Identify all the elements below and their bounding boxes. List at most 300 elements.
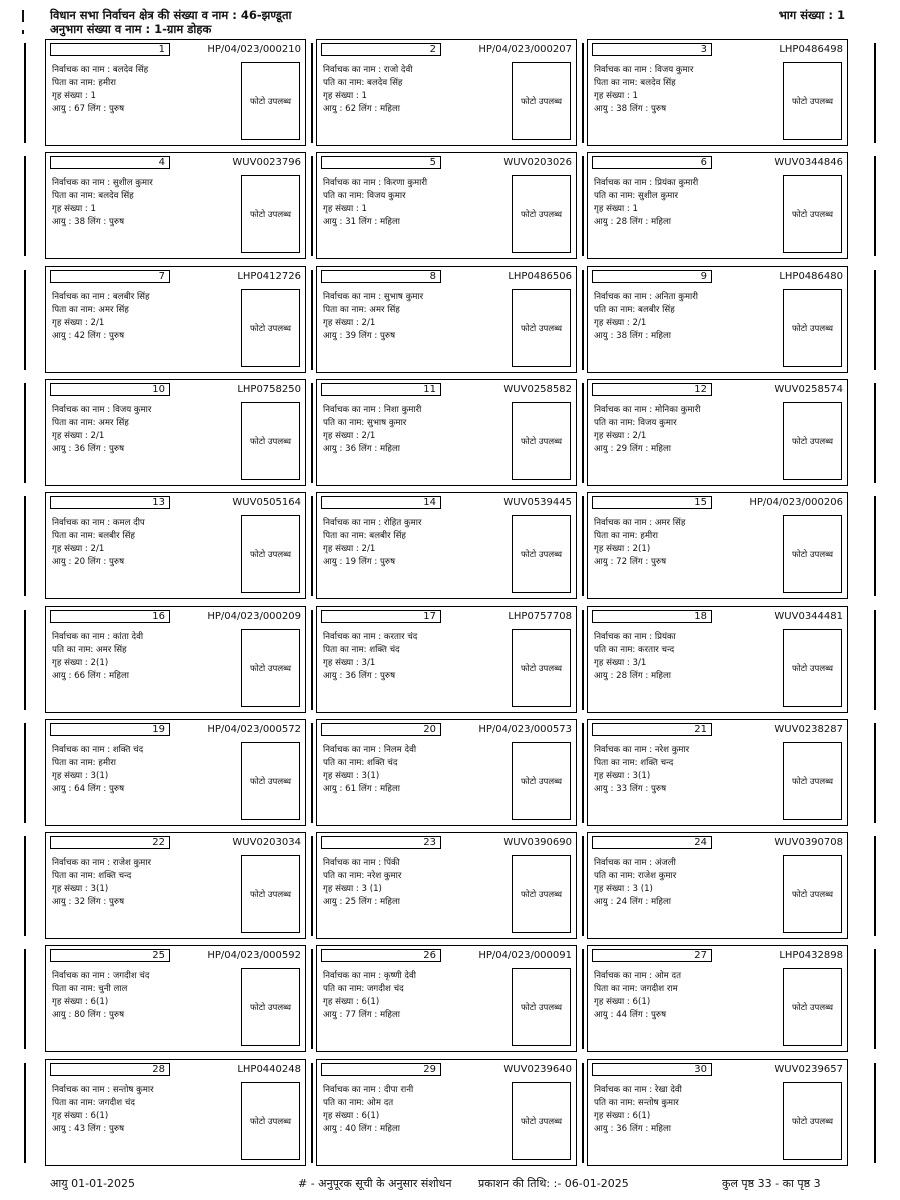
voter-card: [316, 832, 577, 939]
photo-label: फोटो उपलब्ध: [520, 96, 563, 107]
serial-number: 29: [321, 1063, 441, 1076]
voter-name: निर्वाचक का नाम : पिंकी: [323, 858, 400, 868]
photo-label: फोटो उपलब्ध: [791, 549, 834, 560]
serial-number: 27: [592, 949, 712, 962]
epic-number: HP/04/023/000209: [207, 611, 301, 622]
house-number: गृह संख्या : 3/1: [594, 658, 647, 668]
voter-details: [594, 1084, 682, 1136]
photo-label: फोटो उपलब्ध: [791, 96, 834, 107]
house-number: गृह संख्या : 6(1): [323, 1111, 380, 1121]
photo-box: [512, 1082, 571, 1160]
voter-card: [45, 719, 306, 826]
separator-line: [311, 836, 313, 936]
house-number: गृह संख्या : 2/1: [52, 318, 105, 328]
voter-card: [45, 492, 306, 599]
photo-label: फोटो उपलब्ध: [520, 776, 563, 787]
relation-name: पिता का नाम: शक्ति चंद: [323, 645, 400, 655]
photo-box: [241, 742, 300, 820]
serial-number: 26: [321, 949, 441, 962]
epic-number: WUV0239640: [503, 1064, 572, 1075]
serial-number: 21: [592, 723, 712, 736]
age-gender: आयु : 38 लिंग : महिला: [594, 331, 672, 341]
age-gender: आयु : 40 लिंग : महिला: [323, 1124, 401, 1134]
voter-name: निर्वाचक का नाम : किरणा कुमारी: [323, 178, 428, 188]
serial-number: 1: [50, 43, 170, 56]
age-gender: आयु : 29 लिंग : महिला: [594, 444, 672, 454]
voter-details: [323, 291, 423, 343]
house-number: गृह संख्या : 6(1): [594, 997, 651, 1007]
photo-box: [241, 629, 300, 707]
epic-number: WUV0344481: [774, 611, 843, 622]
separator-line: [311, 949, 313, 1049]
separator-line: [311, 156, 313, 256]
voter-name: निर्वाचक का नाम : निशा कुमारी: [323, 405, 422, 415]
separator-line: [582, 383, 584, 483]
voter-name: निर्वाचक का नाम : राजेश कुमार: [52, 858, 152, 868]
epic-number: WUV0390708: [774, 837, 843, 848]
voter-details: [594, 857, 676, 909]
photo-box: [512, 175, 571, 253]
voter-details: [323, 517, 421, 569]
photo-label: फोटो उपलब्ध: [249, 889, 292, 900]
photo-box: [241, 515, 300, 593]
photo-box: [783, 289, 842, 367]
epic-number: WUV0239657: [774, 1064, 843, 1075]
photo-label: फोटो उपलब्ध: [791, 1116, 834, 1127]
serial-number: 13: [50, 496, 170, 509]
photo-box: [783, 402, 842, 480]
relation-name: पति का नाम: ओम दत: [323, 1098, 394, 1108]
separator-line: [582, 156, 584, 256]
house-number: गृह संख्या : 6(1): [323, 997, 380, 1007]
epic-number: HP/04/023/000210: [207, 44, 301, 55]
voter-details: [594, 291, 698, 343]
age-gender: आयु : 80 लिंग : पुरुष: [52, 1010, 125, 1020]
age-gender: आयु : 67 लिंग : पुरुष: [52, 104, 125, 114]
photo-box: [783, 1082, 842, 1160]
serial-number: 8: [321, 270, 441, 283]
voter-card: [316, 152, 577, 259]
voter-name: निर्वाचक का नाम : नरेश कुमार: [594, 745, 690, 755]
voter-name: निर्वाचक का नाम : बलबीर सिंह: [52, 292, 150, 302]
photo-box: [783, 515, 842, 593]
voter-details: [52, 291, 150, 343]
house-number: गृह संख्या : 3(1): [594, 771, 651, 781]
voter-card: [587, 606, 848, 713]
voter-details: [594, 517, 685, 569]
voter-name: निर्वाचक का नाम : कमल दीप: [52, 518, 145, 528]
separator-line: [874, 723, 876, 823]
separator-line: [582, 836, 584, 936]
epic-number: WUV0258582: [503, 384, 572, 395]
house-number: गृह संख्या : 3(1): [52, 884, 109, 894]
margin-mark: [22, 30, 24, 34]
photo-box: [512, 515, 571, 593]
voter-card: [587, 379, 848, 486]
relation-name: पिता का नाम: बलदेव सिंह: [52, 191, 134, 201]
epic-number: WUV0390690: [503, 837, 572, 848]
epic-number: WUV0023796: [232, 157, 301, 168]
voter-name: निर्वाचक का नाम : प्रियंका: [594, 632, 676, 642]
photo-label: फोटो उपलब्ध: [249, 1002, 292, 1013]
voter-card: [45, 266, 306, 373]
voter-card: [316, 606, 577, 713]
serial-number: 23: [321, 836, 441, 849]
serial-number: 15: [592, 496, 712, 509]
voter-details: [323, 1084, 413, 1136]
age-gender: आयु : 39 लिंग : पुरुष: [323, 331, 396, 341]
serial-number: 16: [50, 610, 170, 623]
separator-line: [24, 43, 26, 143]
voter-name: निर्वाचक का नाम : करतार चंद: [323, 632, 418, 642]
photo-label: फोटो उपलब्ध: [249, 323, 292, 334]
photo-label: फोटो उपलब्ध: [249, 663, 292, 674]
serial-number: 5: [321, 156, 441, 169]
serial-number: 22: [50, 836, 170, 849]
epic-number: HP/04/023/000091: [478, 950, 572, 961]
photo-label: फोटो उपलब्ध: [791, 889, 834, 900]
age-gender: आयु : 38 लिंग : पुरुष: [594, 104, 667, 114]
age-gender: आयु : 28 लिंग : महिला: [594, 671, 672, 681]
voter-name: निर्वाचक का नाम : मोनिका कुमारी: [594, 405, 701, 415]
page-header: [50, 8, 292, 36]
photo-label: फोटो उपलब्ध: [520, 323, 563, 334]
photo-label: फोटो उपलब्ध: [791, 776, 834, 787]
epic-number: LHP0757708: [508, 611, 572, 622]
voter-card: [45, 152, 306, 259]
voter-card: [45, 606, 306, 713]
photo-box: [241, 402, 300, 480]
photo-label: फोटो उपलब्ध: [520, 436, 563, 447]
epic-number: HP/04/023/000207: [478, 44, 572, 55]
voter-name: निर्वाचक का नाम : विजय कुमार: [52, 405, 152, 415]
separator-line: [582, 270, 584, 370]
separator-line: [582, 496, 584, 596]
voter-details: [52, 404, 151, 456]
photo-label: फोटो उपलब्ध: [791, 323, 834, 334]
voter-details: [52, 64, 148, 116]
relation-name: पिता का नाम: हमीरा: [52, 758, 116, 768]
voter-details: [52, 744, 143, 796]
age-gender: आयु : 19 लिंग : पुरुष: [323, 557, 396, 567]
separator-line: [874, 156, 876, 256]
photo-label: फोटो उपलब्ध: [249, 549, 292, 560]
footer-note: # - अनुपूरक सूची के अनुसार संशोधन: [298, 1177, 452, 1190]
photo-box: [241, 1082, 300, 1160]
separator-line: [874, 836, 876, 936]
voter-details: [594, 64, 693, 116]
photo-box: [241, 289, 300, 367]
margin-mark: [22, 10, 24, 22]
epic-number: LHP0758250: [237, 384, 301, 395]
relation-name: पिता का नाम: जगदीश राम: [594, 984, 678, 994]
separator-line: [24, 383, 26, 483]
epic-number: WUV0344846: [774, 157, 843, 168]
age-gender: आयु : 32 लिंग : पुरुष: [52, 897, 125, 907]
epic-number: WUV0203026: [503, 157, 572, 168]
voter-details: [323, 857, 401, 909]
age-gender: आयु : 36 लिंग : पुरुष: [52, 444, 125, 454]
photo-box: [241, 62, 300, 140]
photo-box: [512, 968, 571, 1046]
voter-name: निर्वाचक का नाम : सुभाष कुमार: [323, 292, 424, 302]
separator-line: [24, 496, 26, 596]
house-number: गृह संख्या : 1: [323, 91, 368, 101]
separator-line: [582, 610, 584, 710]
photo-box: [241, 175, 300, 253]
age-gender: आयु : 31 लिंग : महिला: [323, 217, 401, 227]
part-number: भाग संख्या : 1: [778, 8, 845, 22]
relation-name: पिता का नाम: शक्ति चन्द: [52, 871, 132, 881]
serial-number: 4: [50, 156, 170, 169]
voter-details: [323, 744, 416, 796]
epic-number: WUV0238287: [774, 724, 843, 735]
photo-box: [512, 289, 571, 367]
epic-number: WUV0203034: [232, 837, 301, 848]
voter-name: निर्वाचक का नाम : विजय कुमार: [594, 65, 694, 75]
relation-name: पति का नाम: सुशील कुमार: [594, 191, 678, 201]
voter-card: [587, 39, 848, 146]
voter-card: [587, 832, 848, 939]
voter-details: [323, 177, 427, 229]
section-title: अनुभाग संख्या व नाम : 1-ग्राम डोहक: [50, 22, 212, 36]
voter-name: निर्वाचक का नाम : निलम देवी: [323, 745, 417, 755]
epic-number: LHP0440248: [237, 1064, 301, 1075]
photo-label: फोटो उपलब्ध: [791, 436, 834, 447]
serial-number: 17: [321, 610, 441, 623]
voter-name: निर्वाचक का नाम : अनिता कुमारी: [594, 292, 698, 302]
voter-details: [52, 517, 145, 569]
house-number: गृह संख्या : 3 (1): [323, 884, 382, 894]
constituency-title: विधान सभा निर्वाचन क्षेत्र की संख्या व नाम : 46-झण्डूता: [50, 8, 292, 22]
relation-name: पिता का नाम: चुनी लाल: [52, 984, 128, 994]
voter-card: [587, 492, 848, 599]
voter-card: [316, 945, 577, 1052]
voter-details: [52, 1084, 154, 1136]
age-gender: आयु : 28 लिंग : महिला: [594, 217, 672, 227]
epic-number: HP/04/023/000592: [207, 950, 301, 961]
house-number: गृह संख्या : 2/1: [594, 431, 647, 441]
voter-name: निर्वाचक का नाम : ओम दत: [594, 971, 681, 981]
voter-card: [587, 152, 848, 259]
serial-number: 28: [50, 1063, 170, 1076]
voter-details: [323, 631, 417, 683]
age-gender: आयु : 38 लिंग : पुरुष: [52, 217, 125, 227]
photo-box: [241, 968, 300, 1046]
age-gender: आयु : 64 लिंग : पुरुष: [52, 784, 125, 794]
voter-details: [594, 631, 676, 683]
footer-pages: कुल पृष्ठ 33 - का पृष्ठ 3: [722, 1177, 821, 1190]
photo-box: [783, 629, 842, 707]
age-gender: आयु : 20 लिंग : पुरुष: [52, 557, 125, 567]
serial-number: 19: [50, 723, 170, 736]
epic-number: LHP0486498: [779, 44, 843, 55]
photo-label: फोटो उपलब्ध: [520, 663, 563, 674]
age-gender: आयु : 36 लिंग : पुरुष: [323, 671, 396, 681]
photo-box: [783, 742, 842, 820]
voter-name: निर्वाचक का नाम : दीपा रानी: [323, 1085, 414, 1095]
separator-line: [24, 610, 26, 710]
voter-details: [594, 970, 681, 1022]
age-gender: आयु : 33 लिंग : पुरुष: [594, 784, 667, 794]
relation-name: पिता का नाम: हमीरा: [52, 78, 116, 88]
house-number: गृह संख्या : 3/1: [323, 658, 376, 668]
voter-details: [52, 631, 143, 683]
footer-published: प्रकाशन की तिथि: :- 06-01-2025: [478, 1177, 629, 1190]
separator-line: [24, 270, 26, 370]
voter-name: निर्वाचक का नाम : अमर सिंह: [594, 518, 686, 528]
voter-name: निर्वाचक का नाम : कांता देवी: [52, 632, 144, 642]
serial-number: 2: [321, 43, 441, 56]
house-number: गृह संख्या : 1: [52, 91, 97, 101]
separator-line: [24, 723, 26, 823]
house-number: गृह संख्या : 2/1: [323, 318, 376, 328]
serial-number: 3: [592, 43, 712, 56]
house-number: गृह संख्या : 1: [594, 204, 639, 214]
house-number: गृह संख्या : 2/1: [323, 431, 376, 441]
epic-number: LHP0432898: [779, 950, 843, 961]
separator-line: [874, 270, 876, 370]
separator-line: [874, 496, 876, 596]
relation-name: पिता का नाम: बलदेव सिंह: [594, 78, 676, 88]
photo-box: [512, 62, 571, 140]
voter-name: निर्वाचक का नाम : अंजली: [594, 858, 676, 868]
voter-card: [587, 266, 848, 373]
relation-name: पिता का नाम: शक्ति चन्द: [594, 758, 674, 768]
photo-box: [512, 402, 571, 480]
house-number: गृह संख्या : 3(1): [323, 771, 380, 781]
separator-line: [311, 610, 313, 710]
photo-label: फोटो उपलब्ध: [520, 1002, 563, 1013]
house-number: गृह संख्या : 6(1): [594, 1111, 651, 1121]
voter-name: निर्वाचक का नाम : प्रियंका कुमारी: [594, 178, 699, 188]
serial-number: 30: [592, 1063, 712, 1076]
voter-name: निर्वाचक का नाम : जगदीश चंद: [52, 971, 150, 981]
age-gender: आयु : 44 लिंग : पुरुष: [594, 1010, 667, 1020]
voter-card: [45, 39, 306, 146]
epic-number: LHP0412726: [237, 271, 301, 282]
voter-card: [45, 832, 306, 939]
relation-name: पति का नाम: राजेश कुमार: [594, 871, 677, 881]
separator-line: [582, 1063, 584, 1163]
separator-line: [24, 949, 26, 1049]
footer-age-date: आयु 01-01-2025: [50, 1177, 136, 1190]
epic-number: HP/04/023/000206: [749, 497, 843, 508]
age-gender: आयु : 42 लिंग : पुरुष: [52, 331, 125, 341]
photo-label: फोटो उपलब्ध: [791, 663, 834, 674]
voter-details: [594, 744, 689, 796]
photo-label: फोटो उपलब्ध: [520, 209, 563, 220]
voter-name: निर्वाचक का नाम : रोहित कुमार: [323, 518, 422, 528]
voter-details: [52, 970, 149, 1022]
relation-name: पिता का नाम: अमर सिंह: [52, 305, 129, 315]
relation-name: पति का नाम: विजय कुमार: [594, 418, 677, 428]
serial-number: 10: [50, 383, 170, 396]
relation-name: पति का नाम: विजय कुमार: [323, 191, 406, 201]
house-number: गृह संख्या : 2/1: [52, 431, 105, 441]
epic-number: WUV0258574: [774, 384, 843, 395]
house-number: गृह संख्या : 1: [594, 91, 639, 101]
separator-line: [874, 383, 876, 483]
photo-box: [512, 855, 571, 933]
photo-box: [783, 855, 842, 933]
voter-details: [594, 177, 698, 229]
voter-card: [45, 1059, 306, 1166]
relation-name: पिता का नाम: अमर सिंह: [52, 418, 129, 428]
separator-line: [311, 723, 313, 823]
separator-line: [311, 496, 313, 596]
relation-name: पिता का नाम: हमीरा: [594, 531, 658, 541]
age-gender: आयु : 72 लिंग : पुरुष: [594, 557, 667, 567]
relation-name: पति का नाम: सुभाष कुमार: [323, 418, 407, 428]
age-gender: आयु : 36 लिंग : महिला: [323, 444, 401, 454]
relation-name: पति का नाम: बलदेव सिंह: [323, 78, 403, 88]
voter-card: [316, 492, 577, 599]
epic-number: WUV0539445: [503, 497, 572, 508]
photo-box: [783, 175, 842, 253]
voter-card: [316, 1059, 577, 1166]
photo-label: फोटो उपलब्ध: [520, 889, 563, 900]
house-number: गृह संख्या : 2(1): [594, 544, 651, 554]
separator-line: [874, 43, 876, 143]
voter-name: निर्वाचक का नाम : रेखा देवी: [594, 1085, 682, 1095]
serial-number: 18: [592, 610, 712, 623]
voter-name: निर्वाचक का नाम : राजो देवी: [323, 65, 413, 75]
voter-card: [316, 719, 577, 826]
photo-box: [512, 629, 571, 707]
voter-card: [587, 1059, 848, 1166]
house-number: गृह संख्या : 1: [323, 204, 368, 214]
age-gender: आयु : 25 लिंग : महिला: [323, 897, 401, 907]
age-gender: आयु : 36 लिंग : महिला: [594, 1124, 672, 1134]
house-number: गृह संख्या : 3 (1): [594, 884, 653, 894]
voter-details: [52, 177, 153, 229]
separator-line: [582, 949, 584, 1049]
photo-label: फोटो उपलब्ध: [249, 1116, 292, 1127]
separator-line: [874, 949, 876, 1049]
relation-name: पति का नाम: सन्तोष कुमार: [594, 1098, 679, 1108]
epic-number: WUV0505164: [232, 497, 301, 508]
separator-line: [24, 156, 26, 256]
voter-details: [323, 970, 416, 1022]
voter-details: [52, 857, 151, 909]
serial-number: 9: [592, 270, 712, 283]
voter-name: निर्वाचक का नाम : शक्ति चंद: [52, 745, 144, 755]
separator-line: [24, 1063, 26, 1163]
photo-label: फोटो उपलब्ध: [249, 209, 292, 220]
relation-name: पिता का नाम: बलबीर सिंह: [323, 531, 406, 541]
relation-name: पति का नाम: करतार चन्द: [594, 645, 675, 655]
separator-line: [311, 270, 313, 370]
age-gender: आयु : 61 लिंग : महिला: [323, 784, 401, 794]
serial-number: 25: [50, 949, 170, 962]
voter-details: [323, 404, 421, 456]
photo-label: फोटो उपलब्ध: [249, 776, 292, 787]
serial-number: 6: [592, 156, 712, 169]
photo-label: फोटो उपलब्ध: [249, 96, 292, 107]
serial-number: 12: [592, 383, 712, 396]
voter-card: [45, 379, 306, 486]
epic-number: HP/04/023/000572: [207, 724, 301, 735]
photo-label: फोटो उपलब्ध: [520, 1116, 563, 1127]
house-number: गृह संख्या : 6(1): [52, 997, 109, 1007]
serial-number: 14: [321, 496, 441, 509]
photo-label: फोटो उपलब्ध: [791, 1002, 834, 1013]
age-gender: आयु : 77 लिंग : महिला: [323, 1010, 401, 1020]
voter-card: [587, 719, 848, 826]
relation-name: पति का नाम: नरेश कुमार: [323, 871, 402, 881]
house-number: गृह संख्या : 2(1): [52, 658, 109, 668]
